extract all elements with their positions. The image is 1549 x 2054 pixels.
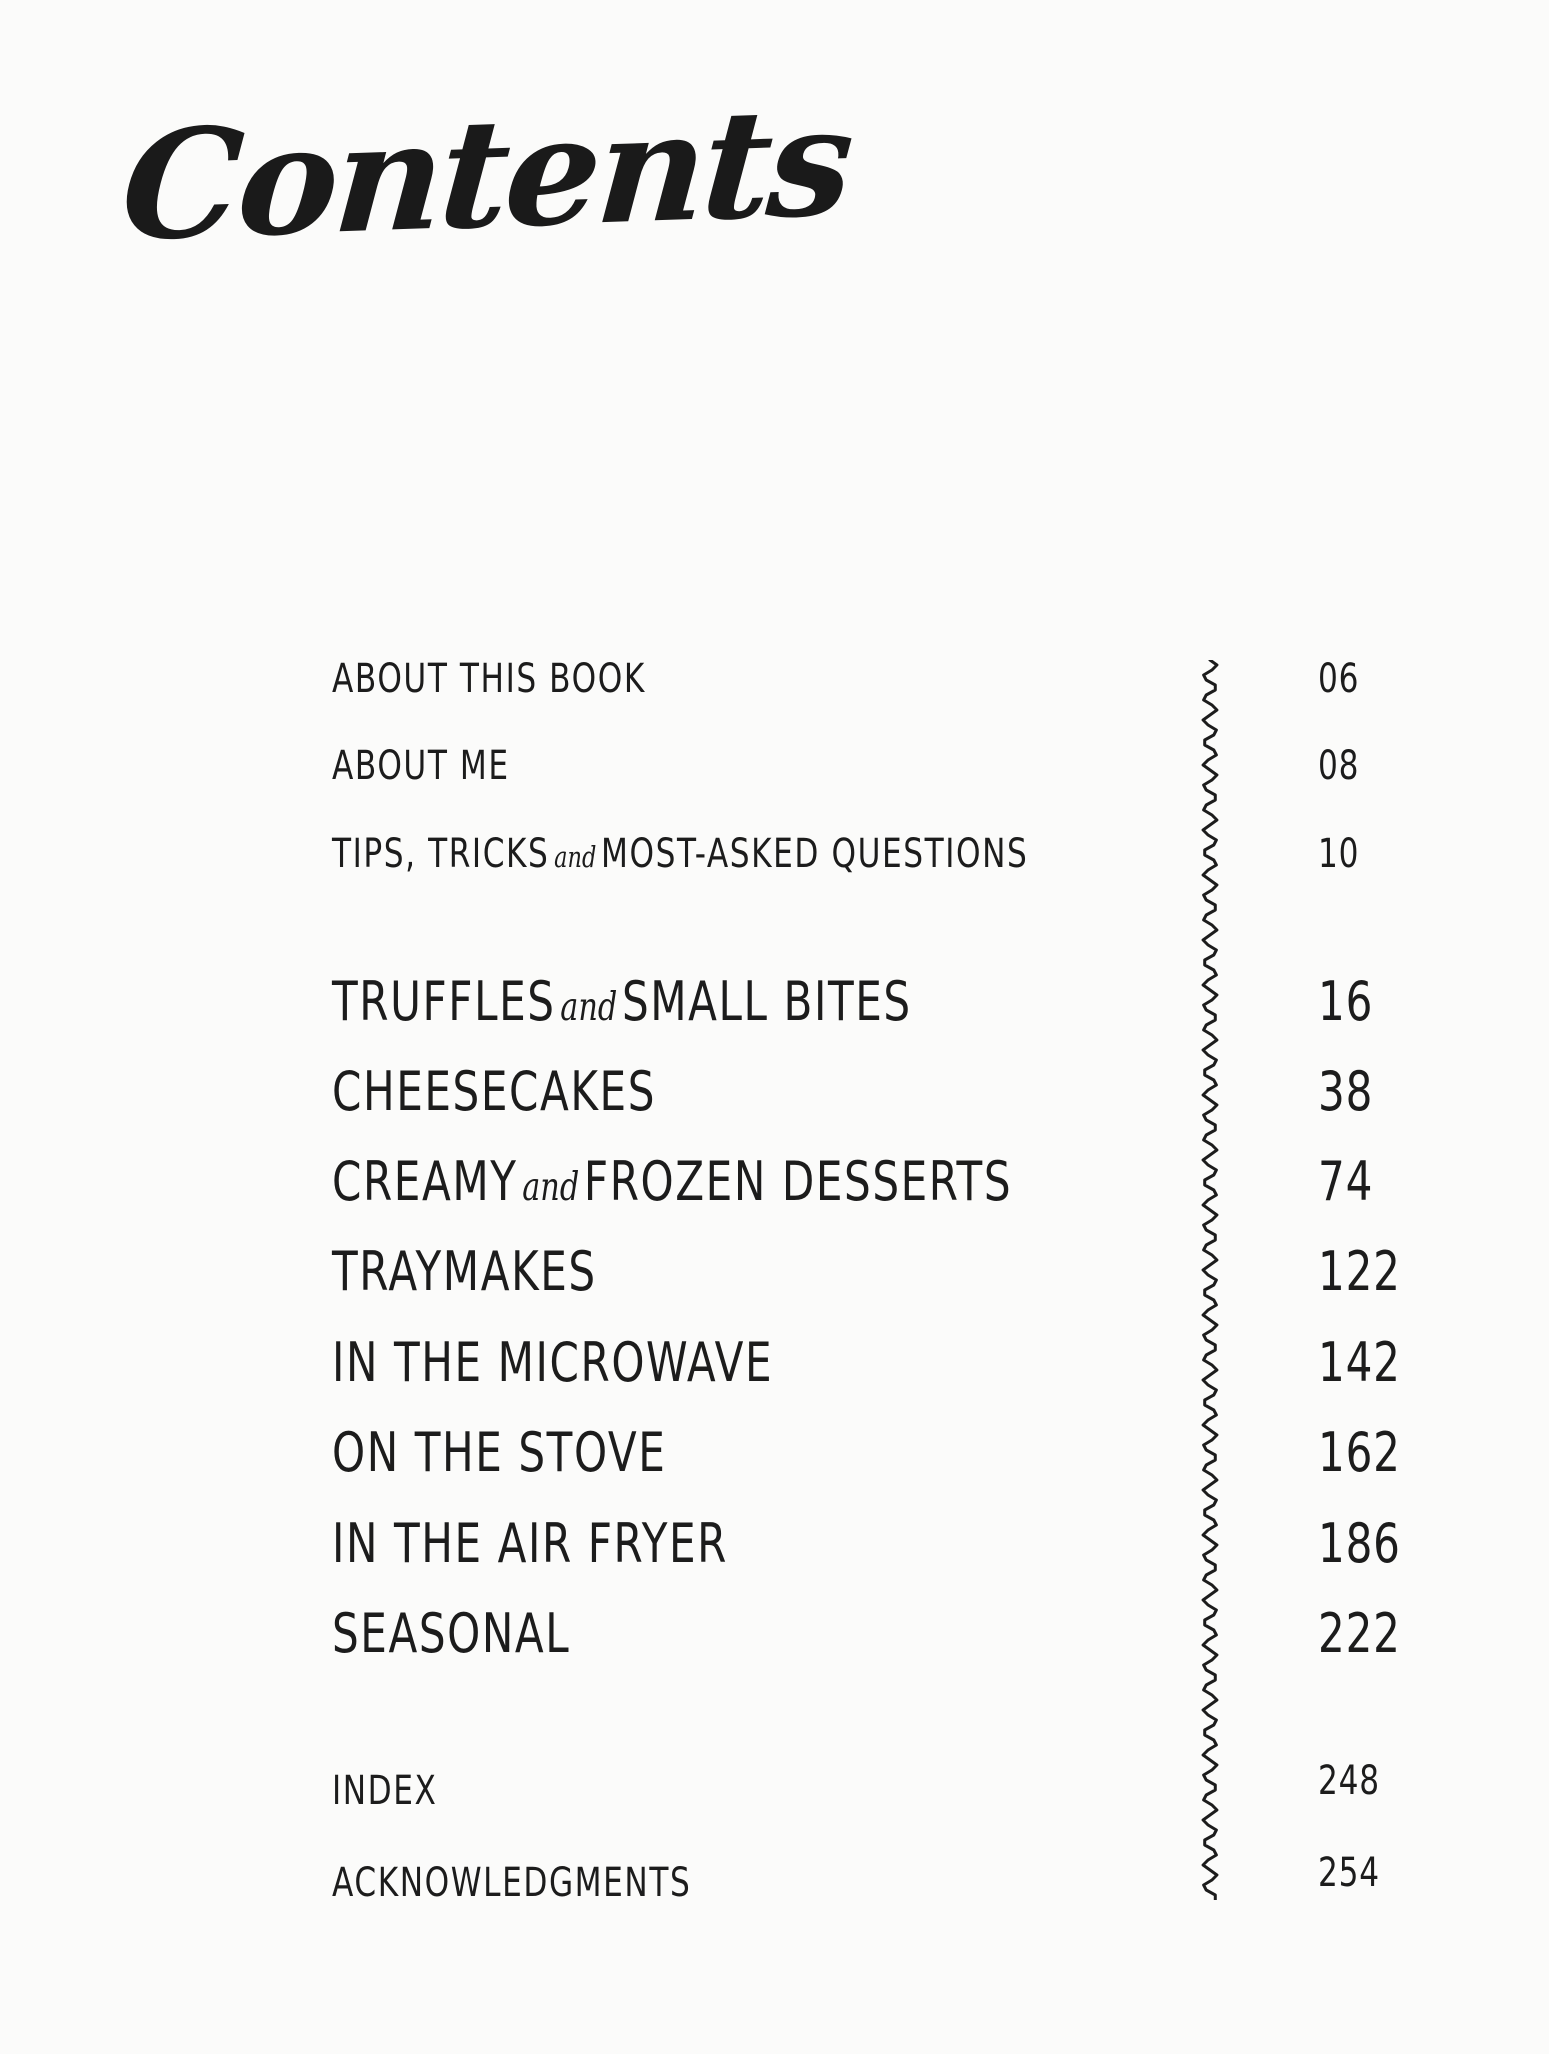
- toc-chapter-cheesecakes[interactable]: CHEESECAKES: [332, 1060, 657, 1123]
- toc-entry-text: TRUFFLES: [332, 970, 556, 1033]
- and-connector: and: [560, 985, 618, 1030]
- toc-entry-text: FROZEN DESSERTS: [583, 1150, 1013, 1213]
- toc-entry-text: MOST-ASKED QUESTIONS: [601, 831, 1029, 877]
- toc-page-number: 06: [1318, 656, 1360, 702]
- toc-entry-text: SMALL BITES: [621, 970, 912, 1033]
- toc-page-number: 122: [1318, 1240, 1401, 1303]
- toc-chapter-traymakes[interactable]: TRAYMAKES: [332, 1240, 597, 1303]
- toc-entry-about-this-book[interactable]: ABOUT THIS BOOK: [332, 656, 646, 702]
- toc-entry-acknowledgments[interactable]: ACKNOWLEDGMENTS: [332, 1860, 692, 1906]
- toc-chapter-truffles[interactable]: [332, 970, 912, 1034]
- toc-page-number: 162: [1318, 1421, 1401, 1484]
- toc-page-number: 186: [1318, 1512, 1401, 1575]
- toc-entry-about-me[interactable]: ABOUT ME: [332, 743, 510, 789]
- toc-chapter-stove[interactable]: ON THE STOVE: [332, 1421, 667, 1484]
- toc-page-number: 08: [1318, 743, 1360, 789]
- toc-page-number: 222: [1318, 1602, 1401, 1665]
- toc-entry-tips-tricks[interactable]: [332, 829, 1028, 879]
- toc-chapter-creamy-frozen[interactable]: [332, 1150, 1012, 1214]
- toc-page-number: 254: [1318, 1850, 1380, 1896]
- toc-entry-index[interactable]: INDEX: [332, 1768, 438, 1814]
- toc-chapter-air-fryer[interactable]: IN THE AIR FRYER: [332, 1512, 728, 1575]
- toc-page-number: 16: [1318, 970, 1374, 1033]
- toc-chapter-seasonal[interactable]: SEASONAL: [332, 1602, 571, 1665]
- toc-page-number: 10: [1318, 831, 1360, 877]
- toc-entry-text: CREAMY: [332, 1150, 518, 1213]
- toc-page-number: 142: [1318, 1331, 1401, 1394]
- page-title: Contents: [116, 73, 856, 275]
- and-connector: and: [554, 840, 597, 874]
- and-connector: and: [522, 1165, 580, 1210]
- wavy-divider: [1190, 660, 1230, 1900]
- toc-page-number: 74: [1318, 1150, 1374, 1213]
- toc-chapter-microwave[interactable]: IN THE MICROWAVE: [332, 1331, 774, 1394]
- toc-page-number: 248: [1318, 1758, 1380, 1804]
- toc-page-number: 38: [1318, 1060, 1374, 1123]
- toc-entry-text: TIPS, TRICKS: [332, 831, 550, 877]
